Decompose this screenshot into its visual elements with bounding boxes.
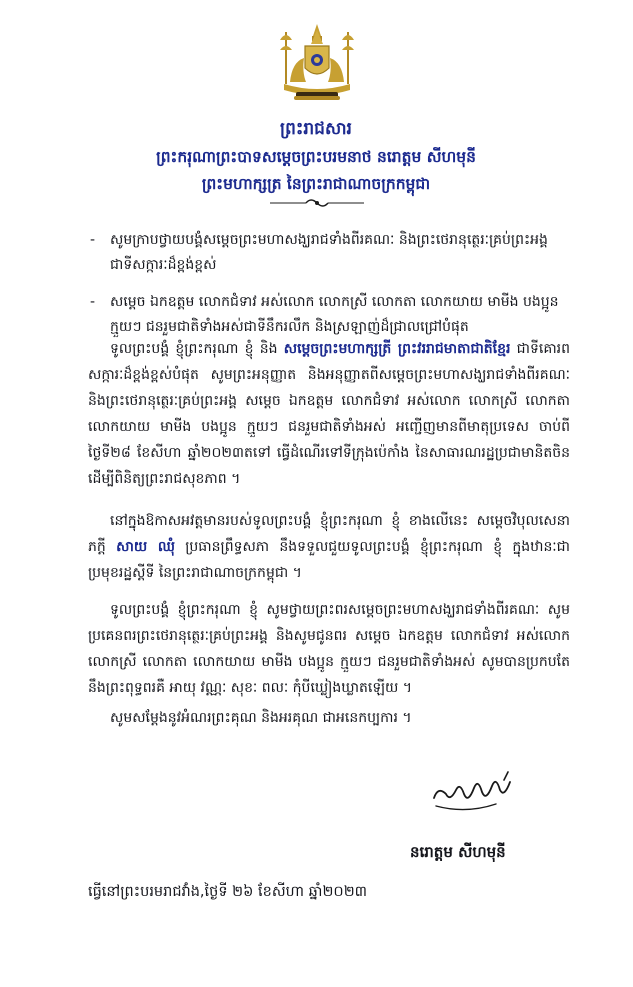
salutation-item (90, 228, 570, 278)
paragraph-acting-head (88, 508, 570, 586)
queen-mother-title: សម្ដេចព្រះមហាក្សត្រី ព្រះវររាជមាតាជាតិខ្មែរ (283, 341, 511, 357)
signatory-name: នរោត្ដម សីហមុនី (410, 843, 506, 861)
paragraph-travel (88, 336, 570, 492)
royal-arms-icon (276, 22, 358, 102)
salutation-text: សម្ដេច ឯកឧត្តម លោកជំទាវ អស់លោក លោកស្រី លោកតា លោកយាយ មាមីង បងប្អូន ក្មួយៗ ជនរួមជាតិទាំងអស់ជាទីនឹករលឹក និងស្រឡាញ់ដ៏ជ្រាលជ្រៅបំផុត (110, 294, 559, 335)
paragraph-text: ប្រធានព្រឹទ្ធសភា នឹងទទួលជួយទូលព្រះបង្គំ ខ្ញុំព្រះករុណា ខ្ញុំ ក្នុងឋានៈជាប្រមុខរដ្ឋស្ដីទី នៃព្រះរាជាណាចក្រកម្ពុជា ។ (88, 539, 570, 581)
place-and-date: ធ្វើនៅព្រះបរមរាជវាំង,ថ្ងៃទី ២៦ ខែសីហា ឆ្នាំ២០២៣ (88, 884, 368, 900)
sender-title-line-1: ព្រះករុណាព្រះបាទសម្ដេចព្រះបរមនាថ នរោត្ដម សីហមុនី (156, 148, 476, 166)
document-title: ព្រះរាជសារ (280, 119, 352, 139)
paragraph-text: ទូលព្រះបង្គំ ខ្ញុំព្រះករុណា ខ្ញុំ សូមថ្វាយព្រះពរសម្ដេចព្រះមហាសង្ឃរាជទាំងពីរគណៈ សូមប្រគេនពរព្រះថេរានុត្ថេរៈគ្រប់ព្រះអង្គ និងសូមជូនពរ សម្ដេច ឯកឧត្តម លោកជំទាវ អស់លោក លោកស្រី លោកតា លោកយាយ មាមីង បងប្អូន ក្មួយៗ ជនរួមជាតិទាំងអស់ សូមបានប្រកបតែនឹងព្រះពុទ្ធពរគឺ អាយុ វណ្ណៈ សុខៈ ពលៈ កុំបីឃ្លៀងឃ្លាតឡើយ ។ (88, 602, 570, 696)
handwritten-signature-icon (426, 768, 536, 818)
paragraph-text: ទូលព្រះបង្គំ ខ្ញុំព្រះករុណា ខ្ញុំ និង (110, 341, 284, 357)
salutation-list (90, 228, 570, 352)
bullet-dash: - (90, 232, 96, 248)
paragraph-text: នៅក្នុងឱកាសអវត្តមានរបស់ទូលព្រះបង្គំ ខ្ញុំព្រះករុណា ខ្ញុំ ខាងលើនេះ សម្ដេចវិបុលសេនាភក្ដី (88, 513, 570, 555)
paragraph-blessing (88, 597, 570, 701)
senate-president-name: សាយ ឈុំ (116, 539, 175, 555)
paragraph-text: សូមសម្ដែងនូវអំណរព្រះគុណ និងអរគុណ ជាអនេកប្បការ ។ (110, 710, 412, 726)
salutation-text: សូមក្រាបថ្វាយបង្គំសម្ដេចព្រះមហាសង្ឃរាជទាំងពីរគណៈ និងព្រះថេរានុត្ថេរៈគ្រប់ព្រះអង្គ ជាទីសក្ការៈដ៏ខ្ពង់ខ្ពស់ (110, 232, 548, 273)
sender-title-line-2: ព្រះមហាក្សត្រ នៃព្រះរាជាណាចក្រកម្ពុជា (201, 175, 431, 193)
ornamental-divider-icon (268, 196, 366, 210)
bullet-dash: - (90, 294, 96, 310)
paragraph-text: ជាទីគោរពសក្ការៈដ៏ខ្ពង់ខ្ពស់បំផុត សូមព្រះអនុញ្ញាត និងអនុញ្ញាតពីសម្ដេចព្រះមហាសង្ឃរាជទាំងពីរគណៈ និងព្រះថេរានុត្ថេរៈគ្រប់ព្រះអង្គ សម្ដេច ឯកឧត្តម លោកជំទាវ អស់លោក លោកស្រី លោកតា លោកយាយ មាមីង បងប្អូន ក្មួយៗ ជនរួមជាតិទាំងអស់ អញ្ជើញមានពីមាតុប្រទេស ចាប់ពីថ្ងៃទី២៨ ខែសីហា ឆ្នាំ២០២៣តទៅ ធ្វើដំណើរទៅទីក្រុងប៉េកាំង នៃសាធារណរដ្ឋប្រជាមានិតចិន ដើម្បីពិនិត្យព្រះរាជសុខភាព ។ (88, 341, 570, 487)
salutation-item (90, 290, 570, 340)
paragraph-thanks (88, 705, 570, 731)
